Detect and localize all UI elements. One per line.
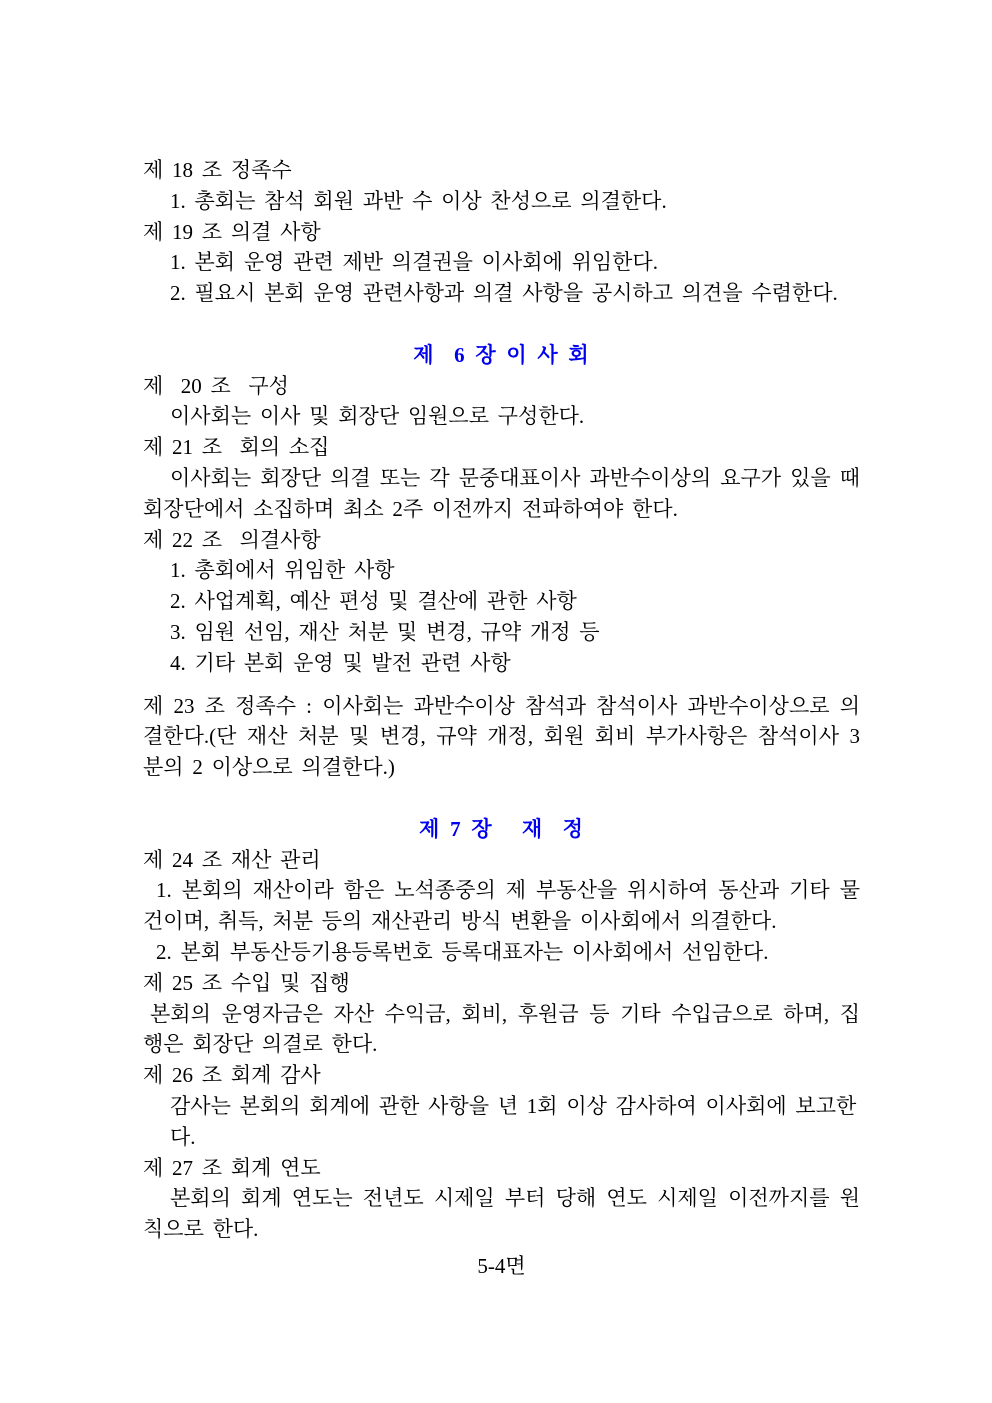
article-21-body: 이사회는 회장단 의결 또는 각 문중대표이사 과반수이상의 요구가 있을 때 회장단에서 소집하며 최소 2주 이전까지 전파하여야 한다. [143,465,860,521]
article-25-title: 제 25 조 수입 및 집행 [143,970,350,995]
chapter-7-heading: 제 7 장 재 정 [419,816,584,841]
article-21-title: 제 21 조 회의 소집 [143,435,330,460]
article-26-title: 제 26 조 회계 감사 [143,1063,321,1088]
article-18-title: 제 18 조 정족수 [143,158,292,182]
article-19-item-2: 2. 필요시 본회 운영 관련사항과 의결 사항을 공시하고 의견을 수렴한다. [170,281,838,306]
chapter-6-heading: 제 6 장 이 사 회 [413,342,590,367]
document-body [143,155,860,1303]
article-19-title: 제 19 조 의결 사항 [143,219,321,244]
article-25-body: 본회의 운영자금은 자산 수익금, 회비, 후원금 등 기타 수입금으로 하며, 집행은 회장단 의결로 한다. [143,1001,860,1057]
article-20-body: 이사회는 이사 및 회장단 임원으로 구성한다. [170,404,585,429]
article-18-item-1: 1. 총회는 참석 회원 과반 수 이상 찬성으로 의결한다. [170,188,667,213]
article-22-item-1: 1. 총회에서 위임한 사항 [170,558,395,583]
article-27-title: 제 27 조 회계 연도 [143,1155,321,1180]
article-24-item-1: 1. 본회의 재산이라 함은 노석종중의 제 부동산을 위시하여 동산과 기타 물건이며, 취득, 처분 등의 재산관리 방식 변환을 이사회에서 의결한다. [143,878,860,934]
article-23-body: 제 23 조 정족수 : 이사회는 과반수이상 참석과 참석이사 과반수이상으로 의결한다.(단 재산 처분 및 변경, 규약 개정, 회원 회비 부가사항은 참석이사 3분의 2 이상으로 의결한다.) [143,693,860,780]
article-19-item-1: 1. 본회 운영 관련 제반 의결권을 이사회에 위임한다. [170,250,658,275]
article-22-item-2: 2. 사업계획, 예산 편성 및 결산에 관한 사항 [170,589,577,614]
article-22-item-3: 3. 임원 선임, 재산 처분 및 변경, 규약 개정 등 [170,619,600,644]
article-24-title: 제 24 조 재산 관리 [143,847,321,872]
article-27-body: 본회의 회계 연도는 전년도 시제일 부터 당해 연도 시제일 이전까지를 원칙으로 한다. [143,1186,860,1242]
article-26-body: 감사는 본회의 회계에 관한 사항을 년 1회 이상 감사하여 이사회에 보고한다. [170,1093,857,1149]
page-number: 5-4면 [477,1253,526,1278]
article-22-title: 제 22 조 의결사항 [143,527,321,552]
article-20-title: 제 20 조 구성 [143,373,289,398]
article-24-item-2: 2. 본회 부동산등기용등록번호 등록대표자는 이사회에서 선임한다. [156,939,769,964]
article-22-item-4: 4. 기타 본회 운영 및 발전 관련 사항 [170,650,511,675]
